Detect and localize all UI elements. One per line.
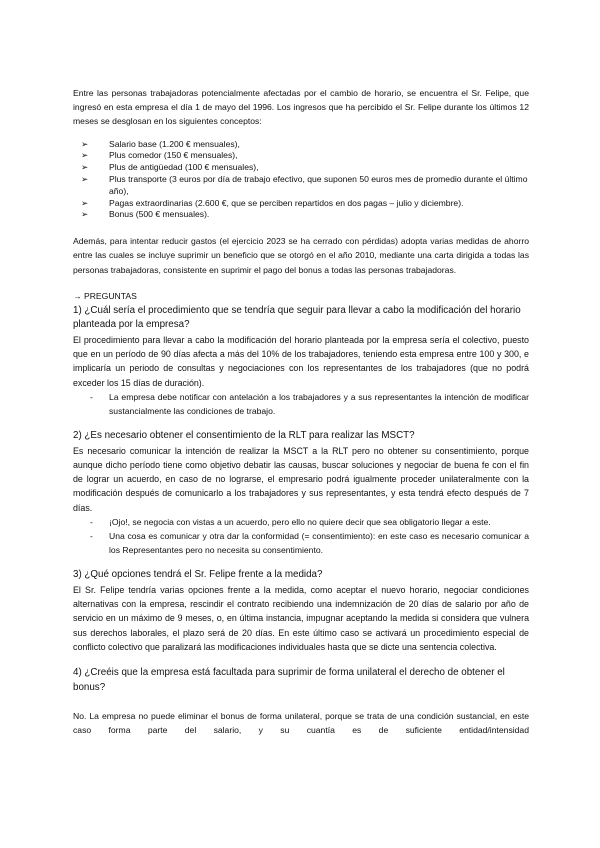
preguntas-heading: → PREGUNTAS [73,290,137,301]
arrow-bullet-icon: ➢ [81,138,89,149]
list-item: - ¡Ojo!, se negocia con vistas a un acuerdo, pero ello no quiere decir que sea obligatorio llegar a este. [73,515,529,529]
question-2: 2) ¿Es necesario obtener el consentimiento de la RLT para realizar las MSCT? [73,430,415,442]
answer-2: Es necesario comunicar la intención de realizar la MSCT a la RLT pero no obtener su consentimiento, porque aunque dicho período tiene como objetivo debatir las causas, buscar soluciones y negociar de buena fe con el fin de lograr un acuerdo, en caso de no lograrse, el empresario podrá igualmente proceder unilateralmente con la modificación después de comunicarlo a los trabajadores y sus representantes, y esta tendrá efecto después de 7 días. [73,445,529,513]
answer-2-notes [73,515,529,558]
arrow-bullet-icon: ➢ [81,197,89,208]
arrow-bullet-icon: ➢ [81,162,89,173]
question-1: 1) ¿Cuál sería el procedimiento que se tendría que seguir para llevar a cabo la modificación del horario planteada por la empresa? [73,304,521,331]
list-item: ➢ Bonus (500 € mensuales). [81,209,210,220]
income-concepts-list [73,139,529,222]
ademas-paragraph: Además, para intentar reducir gastos (el ejercicio 2023 se ha cerrado con pérdidas) adopta varias medidas de ahorro entre las cuales se incluye suprimir un beneficio que se otorgó en el año 2010, mediante una carta dirigida a todas las personas trabajadoras, consistente en suprimir el pago del bonus a todas las personas trabajadoras. [73,236,529,275]
dash-bullet-icon: - [90,516,93,527]
question-4: 4) ¿Creéis que la empresa está facultada para suprimir de forma unilateral el derecho de obtener el bonus? [73,667,505,693]
list-item: ➢ Plus comedor (150 € mensuales), [81,150,238,161]
list-item: ➢ Plus transporte (3 euros por día de trabajo efectivo, que suponen 50 euros mes de promedio durante el último año), [81,174,528,196]
arrow-bullet-icon: ➢ [81,209,89,220]
dash-bullet-icon: - [90,531,93,542]
document-page [73,86,529,738]
arrow-bullet-icon: ➢ [81,174,89,184]
answer-1-notes [73,390,529,418]
answer-3: El Sr. Felipe tendría varias opciones frente a la medida, como aceptar el nuevo horario, negociar condiciones alternativas con la empresa, rescindir el contrato recibiendo una indemnización de 20 días de salario por año de servicio en un máximo de 9 meses, o, en última instancia, impugnar aceptando la medida si considera que vulnera sus derechos laborales, el plazo será de 20 días. En este último caso se activará un procedimiento especial de conflicto colectivo que paralizará las modificaciones individuales hasta que se dicte una sentencia colectiva. [73,585,529,652]
list-item: - La empresa debe notificar con antelación a los trabajadores y a sus representantes la intención de modificar sustancialmente las condiciones de trabajo. [90,391,529,416]
arrow-bullet-icon: ➢ [81,150,89,161]
list-item: ➢ Salario base (1.200 € mensuales), [81,138,240,149]
intro-paragraph: Entre las personas trabajadoras potencialmente afectadas por el cambio de horario, se encuentra el Sr. Felipe, que ingresó en esta empresa el día 1 de mayo del 1996. Los ingresos que ha percibido el Sr. Felipe durante los últimos 12 meses se desglosan en los siguientes conceptos: [73,88,529,127]
answer-4: No. La empresa no puede eliminar el bonus de forma unilateral, porque se trata de una condición sustancial, en este caso forma parte del salario, y su cuantía es de suficiente entidad/intensidad [73,711,529,736]
list-item: ➢ Pagas extraordinarias (2.600 €, que se perciben repartidos en dos pagas – julio y diciembre). [81,197,464,208]
list-item: - Una cosa es comunicar y otra dar la conformidad (= consentimiento): en este caso es necesario comunicar a los Representantes pero no necesita su consentimiento. [90,531,529,556]
dash-bullet-icon: - [90,391,93,402]
question-3: 3) ¿Qué opciones tendrá el Sr. Felipe frente a la medida? [73,569,323,581]
list-item: ➢ Plus de antigüedad (100 € mensuales), [81,162,259,173]
answer-1: El procedimiento para llevar a cabo la modificación del horario planteada por la empresa sería el colectivo, puesto que en un período de 90 días afecta a más del 10% de los trabajadores, teniendo esta empresa entre 100 y 300, e implicaría un periodo de consultas y negociaciones con los representantes de los trabajadores (que no podrá exceder los 15 días de duración). [73,334,529,388]
